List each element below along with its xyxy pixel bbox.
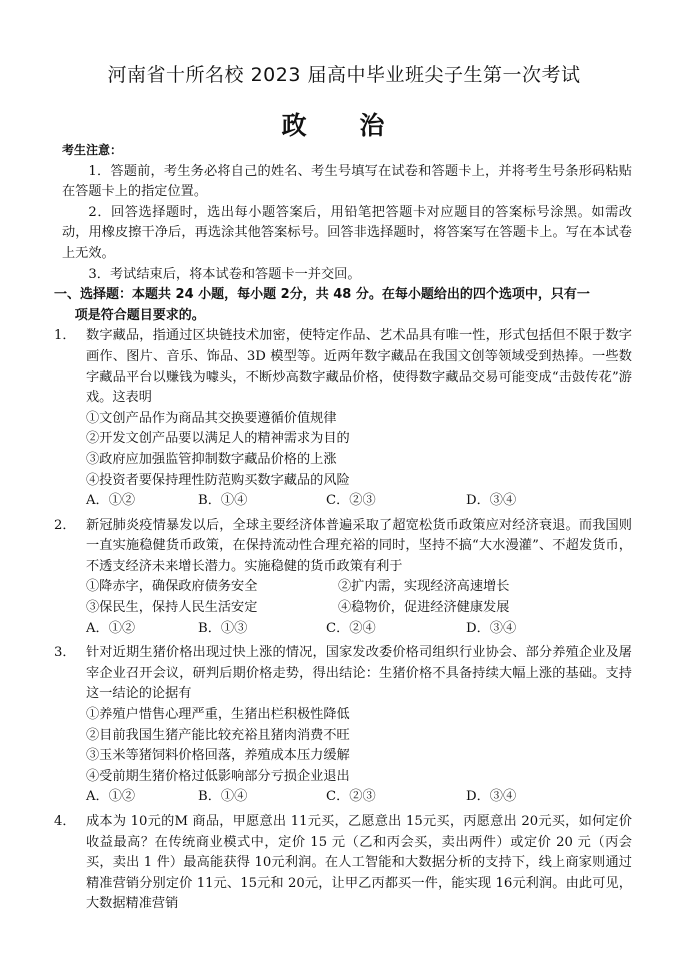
statement-option: ④受前期生猪价格过低影响部分亏损企业退出 [86, 768, 350, 784]
statement-option: ①降赤字，确保政府债务安全 [86, 579, 258, 595]
statement-option: ②目前我国生猪产能比较充裕且猪肉消费不旺 [86, 727, 350, 743]
question-1 [54, 326, 632, 511]
choice-a: A．①② [86, 493, 136, 509]
choice-b: B．①③ [198, 620, 248, 636]
notice-item: 1．答题前，考生务必将自己的姓名、考生号填写在试卷和答题卡上，并将考生号条形码粘贴在答题卡上的指定位置。 [62, 163, 632, 200]
choice-d: D．③④ [466, 789, 517, 805]
statement-option: ①养殖户惜售心理严重，生猪出栏积极性降低 [86, 707, 350, 723]
choice-d: D．③④ [466, 493, 517, 509]
subject-title: 政 治 [281, 111, 407, 140]
question-number: 3． [54, 645, 76, 661]
choice-c: C．②③ [326, 493, 376, 509]
notice-item: 3．考试结束后，将本试卷和答题卡一并交回。 [88, 266, 361, 282]
question-2 [54, 516, 632, 640]
statement-option: ④稳物价，促进经济健康发展 [338, 600, 510, 616]
statement-option-row [86, 577, 632, 598]
question-stem: 数字藏品，指通过区块链技术加密，使特定作品、艺术品具有唯一性，形式包括但不限于数字画作、图片、音乐、饰品、3D 模型等。近两年数字藏品在我国文创等领域受到热捧。一些数字藏品平台以赚钱为噱头，不断炒高数字藏品价格，使得数字藏品交易可能变成“击鼓传花”游戏。这表明 [86, 328, 632, 406]
notice-heading: 考生注意： [62, 143, 123, 157]
section-heading-line1: 一、选择题：本题共 24 小题，每小题 2分，共 48 分。在每小题给出的四个选项中，只有一 [54, 287, 590, 303]
answer-choices [86, 491, 632, 512]
question-number: 1． [54, 328, 76, 344]
answer-choices [86, 787, 632, 808]
choice-c: C．②③ [326, 789, 376, 805]
choice-b: B．①④ [198, 493, 248, 509]
notice-item: 2．回答选择题时，选出每小题答案后，用铅笔把答题卡对应题目的答案标号涂黑。如需改动，用橡皮擦干净后，再选涂其他答案标号。回答非选择题时，将答案写在答题卡上。写在本试卷上无效。 [62, 204, 632, 261]
section-heading [54, 285, 632, 326]
question-stem: 针对近期生猪价格出现过快上涨的情况，国家发改委价格司组织行业协会、部分养殖企业及屠宰企业召开会议，研判后期价格走势，得出结论：生猪价格不具备持续大幅上涨的基础。支持这一结论的论据有 [86, 645, 632, 702]
question-number: 2． [54, 517, 76, 533]
statement-option: ④投资者要保持理性防范购买数字藏品的风险 [86, 472, 350, 488]
choice-b: B．①④ [198, 789, 248, 805]
section-heading-line2: 项是符合题目要求的。 [74, 307, 205, 323]
exam-title: 河南省十所名校 2023 届高中毕业班尖子生第一次考试 [107, 64, 581, 86]
choice-a: A．①② [86, 620, 136, 636]
statement-option: ①文创产品作为商品其交换要遵循价值规律 [86, 410, 337, 426]
choice-c: C．②④ [326, 620, 376, 636]
question-4 [54, 812, 632, 915]
question-3 [54, 643, 632, 808]
statement-option: ③政府应加强监管抑制数字藏品价格的上涨 [86, 451, 337, 467]
choice-d: D．③④ [466, 620, 517, 636]
statement-option-row [86, 598, 632, 619]
exam-body [54, 140, 632, 915]
question-number: 4． [54, 814, 76, 829]
statement-option: ②开发文创产品要以满足人的精神需求为目的 [86, 431, 350, 447]
statement-option: ③玉米等猪饲料价格回落，养殖成本压力缓解 [86, 748, 350, 764]
question-stem: 成本为 10元的M 商品，甲愿意出 11元买，乙愿意出 15元买，丙愿意出 20元买，如何定价收益最高？在传统商业模式中，定价 15 元（乙和丙会买，卖出两件）或定价 20 元（丙会买，卖出 1 件）最高能获得 10元利润。在人工智能和大数据分析的支持下，线上商家则通过精准营销分别定价 11元、15元和 20元，让甲乙丙都买一件，能实现 16元利润。由此可见，大数据精准营销 [86, 814, 632, 912]
statement-option: ③保民生，保持人民生活安定 [86, 600, 258, 616]
answer-choices [86, 619, 632, 640]
statement-option: ②扩内需，实现经济高速增长 [338, 579, 510, 595]
choice-a: A．①② [86, 789, 136, 805]
question-stem: 新冠肺炎疫情暴发以后，全球主要经济体普遍采取了超宽松货币政策应对经济衰退。而我国则一直实施稳健货币政策，在保持流动性合理充裕的同时，坚持不搞“大水漫灌”、不超发货币，不透支经济未来增长潜力。实施稳健的货币政策有利于 [86, 517, 632, 574]
